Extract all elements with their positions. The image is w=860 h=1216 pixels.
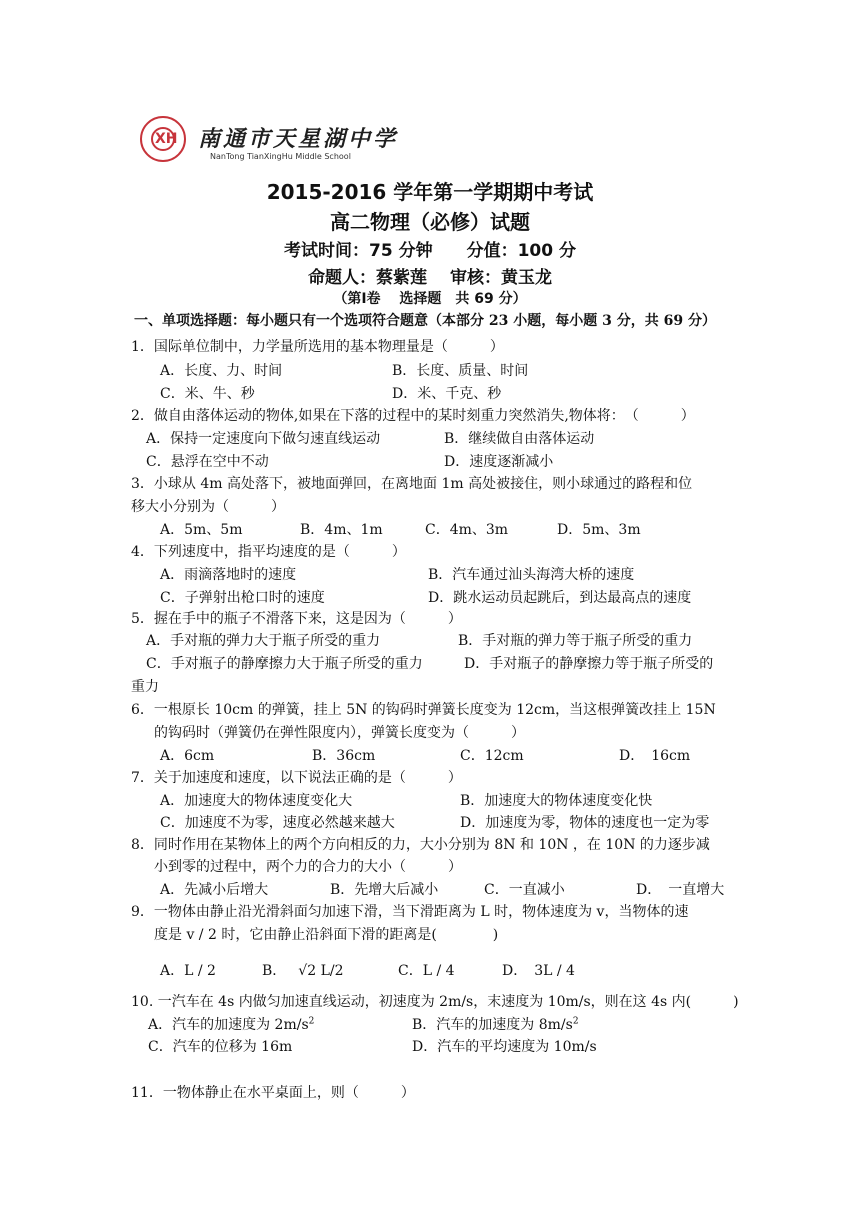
question-4-option-b: B．汽车通过汕头海湾大桥的速度	[428, 567, 635, 583]
question-5-option-d: D．手对瓶子的静摩擦力等于瓶子所受的	[464, 656, 714, 672]
question-1-option-a: A．长度、力、时间	[160, 363, 283, 379]
question-5-option-a: A．手对瓶的弹力大于瓶子所受的重力	[146, 633, 381, 649]
question-6-option-b: B．36cm	[312, 748, 376, 764]
question-3-stem-line1: 3．小球从 4m 高处落下，被地面弹回，在离地面 1m 高处被接住，则小球通过的路程和位	[131, 476, 693, 492]
question-10-option-b-sup: 2	[572, 1016, 579, 1027]
seal-mark: XH	[155, 131, 178, 147]
question-10-option-a-text: A．汽车的加速度为 2m/s	[148, 1017, 309, 1033]
question-2-option-a: A．保持一定速度向下做匀速直线运动	[146, 431, 381, 447]
question-9-stem-line2: 度是 v / 2 时，它由静止沿斜面下滑的距离是( )	[154, 927, 499, 943]
question-8-stem-line1: 8．同时作用在某物体上的两个方向相反的力，大小分别为 8N 和 10N ，在 10N 的力逐步减	[131, 837, 710, 853]
school-logo	[140, 116, 399, 168]
sqrt-two: √2	[298, 963, 317, 979]
question-5-option-d-cont: 重力	[131, 679, 159, 695]
section-heading: 一、单项选择题：每小题只有一个选项符合题意（本部分 23 小题，每小题 3 分，共 69 分）	[134, 313, 716, 329]
subject-title: 高二物理（必修）试题	[330, 210, 530, 234]
question-6-option-d: D． 16cm	[619, 748, 691, 764]
question-9-option-d: D． 3L / 4	[502, 963, 575, 979]
school-name-cn: 南通市天星湖中学	[198, 126, 399, 152]
school-seal-icon	[140, 116, 186, 162]
question-7-option-b: B．加速度大的物体速度变化快	[460, 793, 653, 809]
question-6-stem-line1: 6．一根原长 10cm 的弹簧，挂上 5N 的钩码时弹簧长度变为 12cm，当这根弹簧改挂上 15N	[131, 702, 716, 718]
question-10-option-a	[148, 1014, 314, 1034]
question-1-option-d: D．米、千克、秒	[392, 386, 502, 402]
exam-info: 考试时间：75 分钟 分值：100 分	[284, 241, 576, 261]
question-5-stem: 5．握在手中的瓶子不滑落下来，这是因为（ ）	[131, 611, 462, 627]
authors: 命题人：蔡紫莲 审核：黄玉龙	[308, 268, 552, 288]
question-3-option-b: B．4m、1m	[300, 522, 383, 538]
question-4-option-c: C．子弹射出枪口时的速度	[160, 590, 325, 606]
question-4-option-d: D．跳水运动员起跳后，到达最高点的速度	[428, 590, 692, 606]
question-7-option-a: A．加速度大的物体速度变化大	[160, 793, 353, 809]
question-10-option-c: C．汽车的位移为 16m	[148, 1039, 293, 1055]
question-1-option-c: C．米、牛、秒	[160, 386, 255, 402]
question-3-option-c: C．4m、3m	[425, 522, 509, 538]
question-8-option-d: D． 一直增大	[636, 882, 725, 898]
question-7-option-d: D．加速度为零，物体的速度也一定为零	[460, 815, 710, 831]
exam-title: 2015-2016 学年第一学期期中考试	[266, 180, 594, 204]
question-5-option-c: C．手对瓶子的静摩擦力大于瓶子所受的重力	[146, 656, 423, 672]
question-7-stem: 7．关于加速度和速度，以下说法正确的是（ ）	[131, 770, 462, 786]
question-3-option-a: A．5m、5m	[160, 522, 243, 538]
question-2-stem: 2．做自由落体运动的物体,如果在下落的过程中的某时刻重力突然消失,物体将： （ ）	[131, 408, 695, 424]
question-10-option-a-sup: 2	[308, 1016, 315, 1027]
school-name-en: NanTong TianXingHu Middle School	[210, 152, 351, 161]
question-3-option-d: D．5m、3m	[557, 522, 641, 538]
question-6-option-a: A．6cm	[160, 748, 215, 764]
question-8-option-a: A．先减小后增大	[160, 882, 269, 898]
question-2-option-c: C．悬浮在空中不动	[146, 454, 269, 470]
question-10-option-b	[412, 1014, 579, 1034]
question-6-stem-line2: 的钩码时（弹簧仍在弹性限度内），弹簧长度变为（ ）	[154, 725, 525, 741]
question-10-stem: 10. 一汽车在 4s 内做匀加速直线运动，初速度为 2m/s，末速度为 10m/s，则在这 4s 内( )	[131, 994, 739, 1010]
question-9-option-b-tail: L/2	[320, 963, 344, 979]
question-10-option-d: D．汽车的平均速度为 10m/s	[412, 1039, 597, 1055]
question-9-option-b	[262, 960, 344, 980]
question-10-option-b-text: B．汽车的加速度为 8m/s	[412, 1017, 573, 1033]
question-1-stem: 1．国际单位制中，力学量所选用的基本物理量是（ ）	[131, 339, 504, 355]
question-8-stem-line2: 小到零的过程中，两个力的合力的大小（ ）	[154, 859, 462, 875]
question-2-option-d: D．速度逐渐减小	[444, 454, 554, 470]
question-9-option-c: C．L / 4	[398, 963, 455, 979]
part-heading: （第Ⅰ卷 选择题 共 69 分）	[333, 291, 527, 307]
question-2-option-b: B．继续做自由落体运动	[444, 431, 595, 447]
question-6-option-c: C．12cm	[460, 748, 524, 764]
question-9-option-a: A．L / 2	[160, 963, 216, 979]
question-8-option-b: B．先增大后减小	[330, 882, 439, 898]
question-7-option-c: C．加速度不为零，速度必然越来越大	[160, 815, 395, 831]
question-3-stem-line2: 移大小分别为（ ）	[131, 499, 285, 515]
question-5-option-b: B．手对瓶的弹力等于瓶子所受的重力	[458, 633, 693, 649]
question-11-stem: 11．一物体静止在水平桌面上，则（ ）	[131, 1085, 415, 1101]
question-4-option-a: A．雨滴落地时的速度	[160, 567, 297, 583]
question-1-option-b: B．长度、质量、时间	[392, 363, 529, 379]
question-4-stem: 4．下列速度中，指平均速度的是（ ）	[131, 544, 406, 560]
question-9-option-b-label: B．	[262, 963, 287, 979]
question-9-stem-line1: 9．一物体由静止沿光滑斜面匀加速下滑，当下滑距离为 L 时，物体速度为 v，当物体的速	[131, 904, 689, 920]
question-8-option-c: C．一直减小	[484, 882, 565, 898]
